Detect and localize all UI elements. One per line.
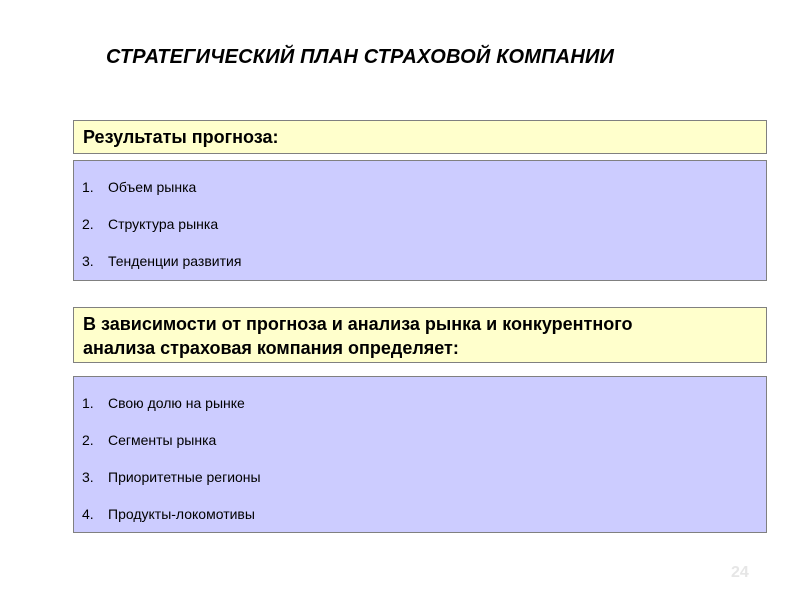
list-item: [82, 395, 245, 411]
list-item-number: 1.: [82, 395, 94, 411]
company-determines-header-line1: В зависимости от прогноза и анализа рынка и конкурентного: [83, 314, 633, 334]
list-item-number: 1.: [82, 179, 94, 195]
forecast-results-list: [73, 160, 767, 281]
list-item-number: 4.: [82, 506, 94, 522]
company-determines-header-line2: анализа страховая компания определяет:: [83, 338, 459, 358]
page-number: 24: [731, 564, 749, 581]
list-item-text: Приоритетные регионы: [108, 469, 261, 485]
list-item-number: 2.: [82, 432, 94, 448]
list-item-number: 3.: [82, 253, 94, 269]
forecast-results-header-text: Результаты прогноза:: [83, 127, 279, 147]
list-item: [82, 506, 255, 522]
list-item-text: Сегменты рынка: [108, 432, 217, 448]
list-item-text: Продукты-локомотивы: [108, 506, 255, 522]
list-item: [82, 432, 216, 448]
forecast-results-header: [73, 120, 767, 154]
list-item-number: 3.: [82, 469, 94, 485]
company-determines-header: [73, 307, 767, 363]
company-determines-list: [73, 376, 767, 533]
list-item: [82, 469, 261, 485]
list-item-text: Структура рынка: [108, 216, 219, 232]
list-item: [82, 179, 196, 195]
list-item-number: 2.: [82, 216, 94, 232]
list-item-text: Объем рынка: [108, 179, 197, 195]
slide-title: СТРАТЕГИЧЕСКИЙ ПЛАН СТРАХОВОЙ КОМПАНИИ: [106, 46, 615, 68]
list-item: [82, 216, 218, 232]
list-item-text: Тенденции развития: [108, 253, 242, 269]
list-item-text: Свою долю на рынке: [108, 395, 245, 411]
list-item: [82, 253, 241, 269]
